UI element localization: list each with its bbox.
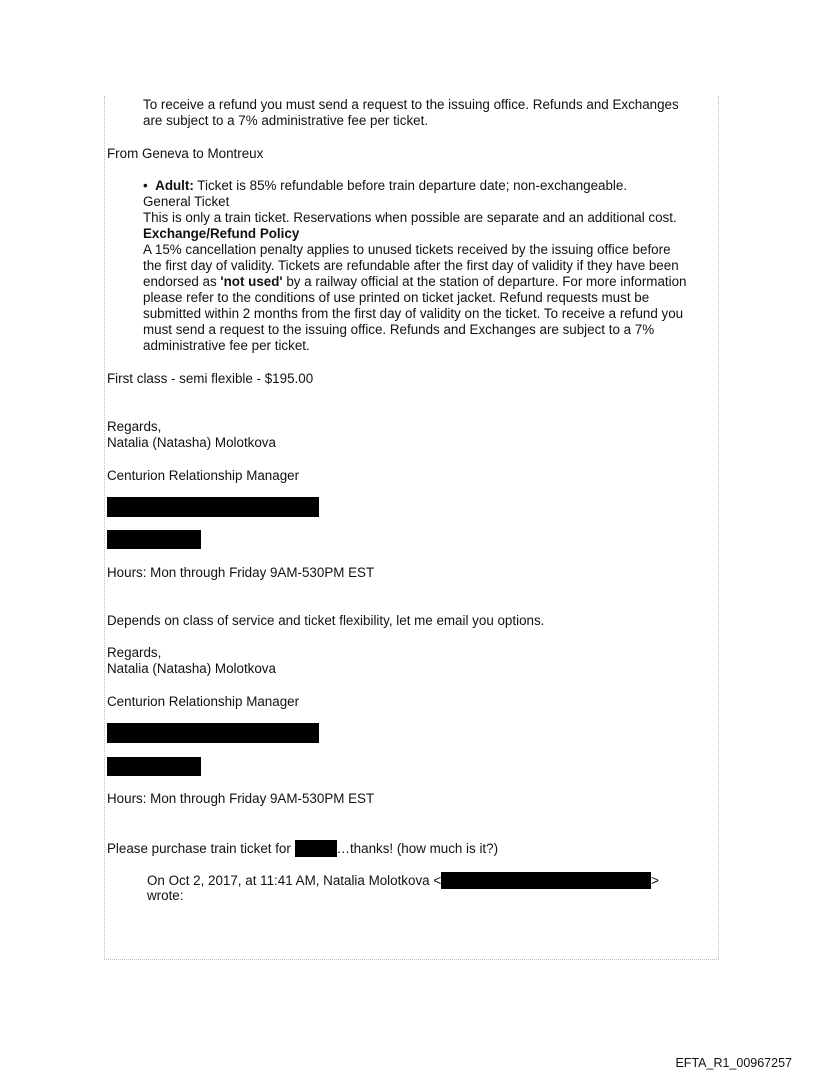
document-id: EFTA_R1_00967257 (675, 1056, 792, 1070)
request-pre: Please purchase train ticket for (107, 841, 295, 856)
policy-heading (143, 226, 299, 242)
price-line: First class - semi flexible - $195.00 (107, 371, 314, 386)
policy-line-3 (143, 274, 687, 290)
ticket-type: General Ticket (143, 194, 230, 209)
route-line: From Geneva to Montreux (107, 146, 264, 161)
policy-line-2: the first day of validity. Tickets are refundable after the first day of validity if they have been (143, 258, 679, 273)
reply-text: Depends on class of service and ticket flexibility, let me email you options. (107, 613, 545, 628)
policy-line-1: A 15% cancellation penalty applies to unused tickets received by the issuing office before (143, 242, 671, 257)
adult-text: Ticket is 85% refundable before train departure date; non-exchangeable. (193, 178, 628, 193)
not-used-emphasis: 'not used' (220, 274, 283, 289)
sender-title-1: Centurion Relationship Manager (107, 468, 300, 483)
quote-header-line1 (147, 872, 659, 889)
bullet: • (143, 178, 148, 193)
policy-continuation-line2: are subject to a 7% administrative fee per ticket. (143, 113, 429, 128)
quote-header-pre: On Oct 2, 2017, at 11:41 AM, Natalia Molotkova < (147, 873, 442, 888)
sender-name-1: Natalia (Natasha) Molotkova (107, 435, 276, 450)
hours-1: Hours: Mon through Friday 9AM-530PM EST (107, 565, 375, 580)
regards-1: Regards, (107, 419, 162, 434)
redaction-block (107, 530, 201, 549)
policy-line-3-pre: endorsed as (143, 274, 221, 289)
ticket-note: This is only a train ticket. Reservations when possible are separate and an additional cost. (143, 210, 677, 225)
adult-label: Adult: (155, 178, 194, 193)
redaction-block (107, 723, 319, 743)
redaction-block (107, 757, 201, 776)
policy-line-5: submitted within 2 months from the first day of validity on the ticket. To receive a refund you (143, 306, 684, 321)
policy-continuation-line1: To receive a refund you must send a request to the issuing office. Refunds and Exchanges (143, 97, 679, 112)
policy-heading-text: Exchange/Refund Policy (143, 226, 300, 241)
policy-line-6: must send a request to the issuing office. Refunds and Exchanges are subject to a 7% (143, 322, 655, 337)
request-line (107, 840, 498, 857)
policy-line-7: administrative fee per ticket. (143, 338, 310, 353)
policy-line-4: please refer to the conditions of use printed on ticket jacket. Refund requests must be (143, 290, 650, 305)
redaction-block (441, 872, 651, 889)
adult-fare-line (143, 178, 627, 194)
redaction-block (295, 840, 337, 857)
quote-header-line2: wrote: (147, 888, 184, 903)
hours-2: Hours: Mon through Friday 9AM-530PM EST (107, 791, 375, 806)
policy-line-3-post: by a railway official at the station of departure. For more information (282, 274, 687, 289)
sender-name-2: Natalia (Natasha) Molotkova (107, 661, 276, 676)
regards-2: Regards, (107, 645, 162, 660)
quote-header-post: > (651, 873, 659, 888)
redaction-block (107, 497, 319, 517)
sender-title-2: Centurion Relationship Manager (107, 694, 300, 709)
request-post: …thanks! (how much is it?) (336, 841, 499, 856)
